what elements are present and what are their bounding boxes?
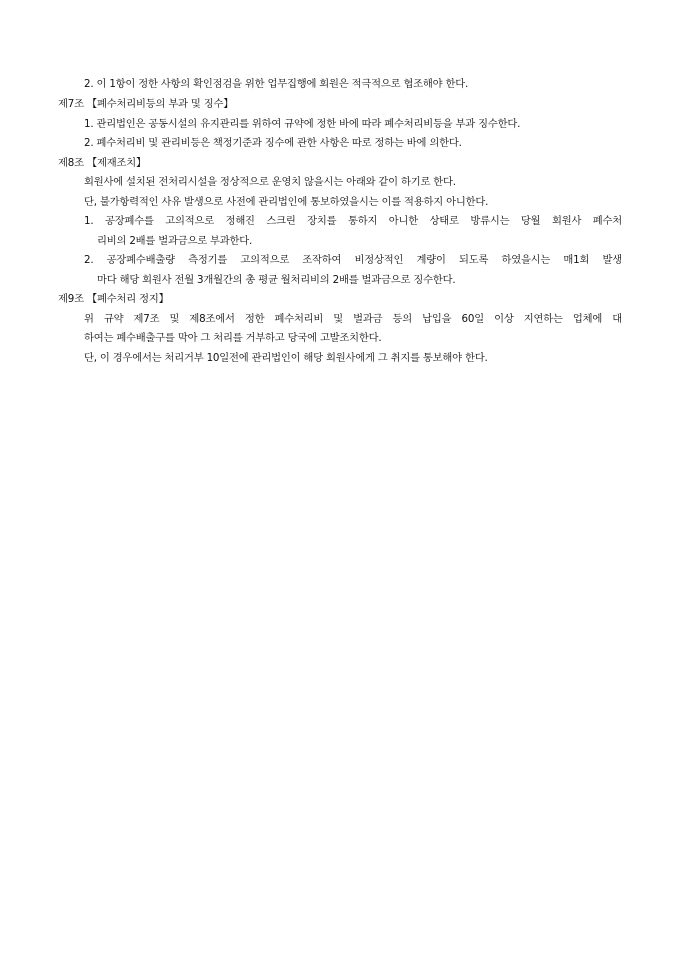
article8-heading: 제8조 【제재조치】 xyxy=(58,157,147,169)
article9-body-line1: 위 규약 제7조 및 제8조에서 정한 폐수처리비 및 벌과금 등의 납입을 60일 이상 지연하는 업체에 대 xyxy=(84,313,622,325)
article8-exception: 단, 불가항력적인 사유 발생으로 사전에 관리법인에 통보하였을시는 이를 적용하지 아니한다. xyxy=(84,196,489,208)
article9-exception: 단, 이 경우에서는 처리거부 10일전에 관리법인이 해당 회원사에게 그 취지를 통보해야 한다. xyxy=(84,352,488,364)
article6-clause2: 2. 이 1항이 정한 사항의 확인점검을 위한 업무집행에 회원은 적극적으로 협조해야 한다. xyxy=(84,78,469,90)
article7-clause2: 2. 폐수처리비 및 관리비등은 책정기준과 징수에 관한 사항은 따로 정하는 바에 의한다. xyxy=(84,137,462,149)
article9-heading: 제9조 【폐수처리 정지】 xyxy=(58,293,169,305)
article8-intro: 회원사에 설치된 전처리시설을 정상적으로 운영치 않을시는 아래와 같이 하기로 한다. xyxy=(84,176,456,188)
article8-clause1-line2: 리비의 2배를 벌과금으로 부과한다. xyxy=(97,235,253,247)
article8-clause2-line1: 2. 공장폐수배출량 측정기를 고의적으로 조작하여 비정상적인 계량이 되도록 하였을시는 매1회 발생 xyxy=(84,254,622,266)
article9-body-line2: 하여는 폐수배출구를 막아 그 처리를 거부하고 당국에 고발조치한다. xyxy=(84,332,382,344)
article7-clause1: 1. 관리법인은 공동시설의 유지관리를 위하여 규약에 정한 바에 따라 폐수처리비등을 부과 징수한다. xyxy=(84,118,521,130)
article8-clause1-line1: 1. 공장폐수를 고의적으로 정해진 스크린 장치를 통하지 아니한 상태로 방류시는 당월 회원사 폐수처 xyxy=(84,215,622,227)
article8-clause2-line2: 마다 해당 회원사 전월 3개월간의 총 평균 월처리비의 2배를 벌과금으로 징수한다. xyxy=(97,274,456,286)
article7-heading: 제7조 【폐수처리비등의 부과 및 징수】 xyxy=(58,98,234,110)
